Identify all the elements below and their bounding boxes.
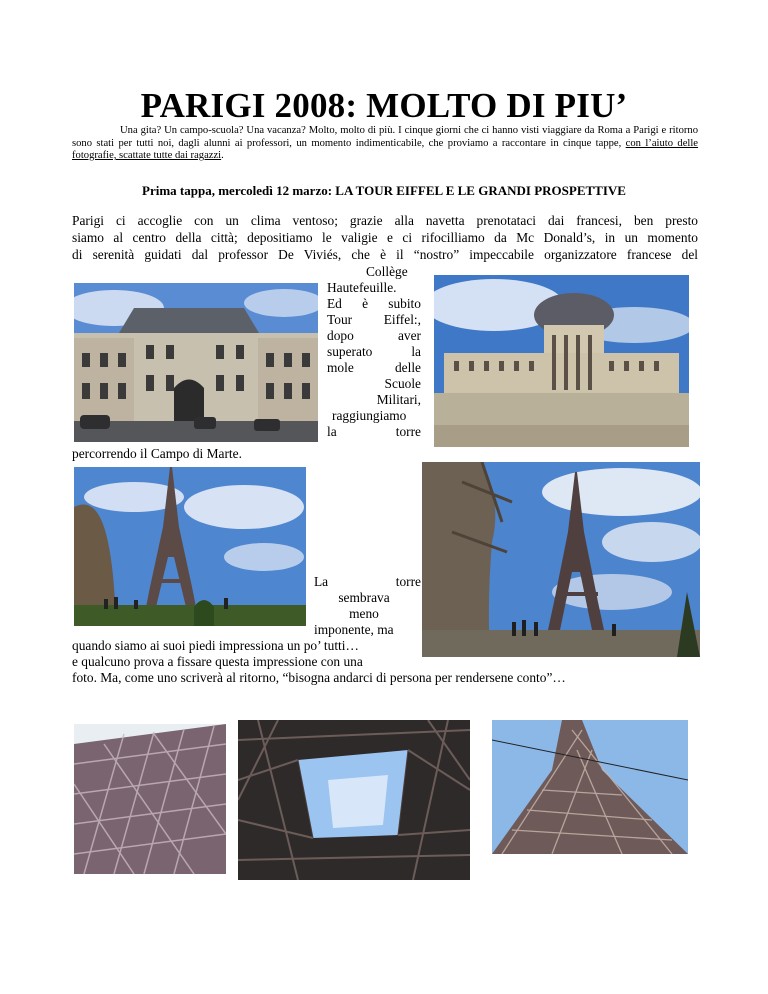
building-photo-svg xyxy=(74,283,318,442)
col-line-9: Militari, xyxy=(376,392,421,407)
photo-tower-structure xyxy=(492,720,688,854)
ironwork-photo-3-svg xyxy=(492,720,688,854)
col-line-10: raggiungiamo xyxy=(332,408,407,423)
intro-underlined-text: con l’aiuto delle fotografie, scattate tutte dai ragazzi xyxy=(72,137,699,161)
para-line-3: di serenità guidati dal professor De Viviés, che è il “nostro” impeccabile organizzatore francese del xyxy=(72,247,698,262)
page-title: PARIGI 2008: MOLTO DI PIU’ xyxy=(140,86,628,125)
mid-line-1: La torre xyxy=(314,574,421,589)
section-heading: Prima tappa, mercoledì 12 marzo: LA TOUR EIFFEL E LE GRANDI PROSPETTIVE xyxy=(142,183,626,198)
col-line-12: percorrendo il Campo di Marte. xyxy=(72,446,242,461)
photo-eiffel-champ-de-mars xyxy=(74,467,306,626)
col-line-3: Ed è subito xyxy=(327,296,421,311)
ironwork-photo-2-svg xyxy=(238,720,470,880)
eiffel-photo-1-svg xyxy=(74,467,306,626)
intro-line-1: Una gita? Un campo-scuola? Una vacanza? Molto, molto di più. I cinque giorni che ci hanno visti viaggiare da xyxy=(120,125,595,136)
para-line-1: Parigi ci accoglie con un clima ventoso; grazie alla navetta prenotataci dai francesi, ben presto xyxy=(72,213,698,228)
col-line-7: mole delle xyxy=(327,360,421,375)
photo-eiffel-trees xyxy=(422,462,700,657)
col-line-5: dopo aver xyxy=(327,328,421,343)
col-line-1: Collège xyxy=(366,264,408,279)
col-line-6: superato la xyxy=(327,344,421,359)
photo-tower-leg xyxy=(74,724,226,874)
intro-paragraph: Una gita? Un campo-scuola? Una vacanza? Molto, molto di più. I cinque giorni che ci hanno visti viaggiare da Roma a Parigi e ritorno sono stati per tutti noi, dagli alunni ai professori, un momento indimenticabile, che proviamo a raccontare in cinque tappe, con l’aiuto delle fotografie, scattate tutte dai ragazzi. xyxy=(72,125,699,161)
mid-line-3: meno xyxy=(349,606,379,621)
col-line-4: Tour Eiffel:, xyxy=(327,312,421,327)
photo-inside-tower xyxy=(238,720,470,880)
photo-ecole-militaire xyxy=(434,275,689,447)
col-line-2: Hautefeuille. xyxy=(327,280,397,295)
mid-line-2: sembrava xyxy=(338,590,390,605)
para-line-2: siamo al centro della città; depositiamo le valigie e ci rifocilliamo da Mc Donald’s, in un momento xyxy=(72,230,698,245)
body-paragraph-1 xyxy=(72,212,698,263)
mid-line-4: imponente, ma xyxy=(314,622,394,637)
intro-line-3: raccontare in cinque tappe, xyxy=(501,137,626,149)
mid-line-6: e qualcuno prova a fissare questa impressione con una xyxy=(72,654,363,669)
mid-line-7: foto. Ma, come uno scriverà al ritorno, “bisogna andarci di persona per rendersene conto”… xyxy=(72,670,566,685)
intro-line-2: Roma a Parigi e ritorno sono stati per tutti noi, dagli alunni ai professori, un momento indimenticabile, che proviamo a xyxy=(72,125,698,149)
ecole-photo-svg xyxy=(434,275,689,447)
photo-college xyxy=(74,283,318,442)
col-line-8: Scuole xyxy=(384,376,421,391)
col-line-11: la torre xyxy=(327,424,421,439)
eiffel-photo-2-svg xyxy=(422,462,700,657)
mid-line-5: quando siamo ai suoi piedi impressiona un po’ tutti… xyxy=(72,638,359,653)
ironwork-photo-1-svg xyxy=(74,724,226,874)
